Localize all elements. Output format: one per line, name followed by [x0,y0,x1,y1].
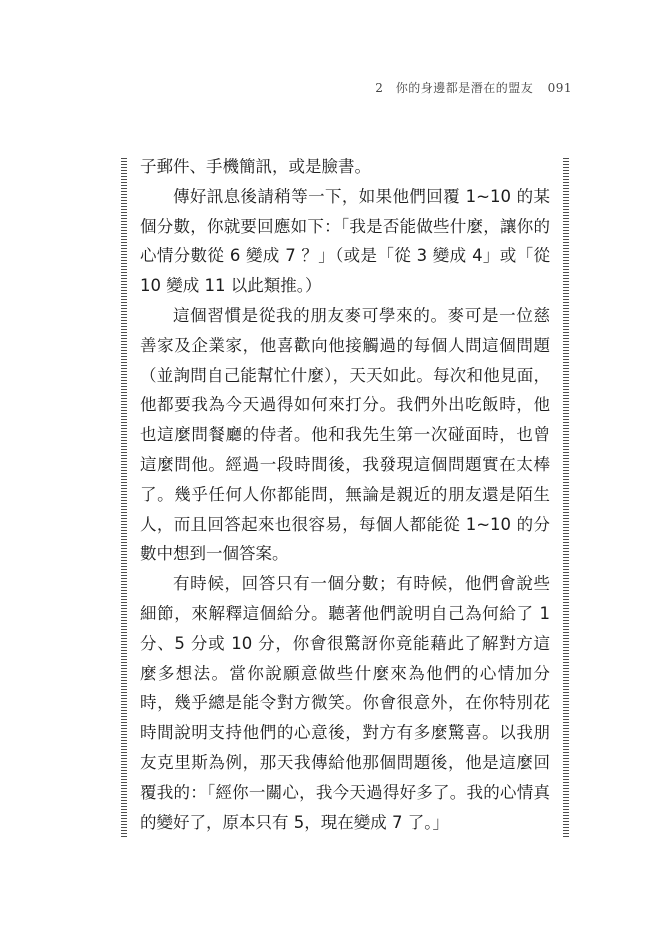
right-margin-rule [563,158,569,838]
left-margin-rule [121,158,127,838]
paragraph: 傳好訊息後請稍等一下，如果他們回覆 1~10 的某個分數，你就要回應如下：「我是否能做些什麼，讓你的心情分數從 6 變成 7 ？」（或是「從 3 變成 4」或「從 10 變成 11 以此類推。） [140,186,550,296]
chapter-title: 你的身邊都是潛在的盟友 [395,81,534,95]
chapter-number: 2 [375,81,384,95]
running-head [375,79,572,96]
body-text [140,152,550,837]
paragraph: 有時候，回答只有一個分數；有時候，他們會說些細節，來解釋這個給分。聽著他們說明自己為何給了 1 分、5 分或 10 分，你會很驚訝你竟能藉此了解對方這麼多想法。當你說願意做些什麼來為他們的心情加分時，幾乎總是能令對方微笑。你會很意外，在你特別花時間說明支持他們的心意後，對方有多麼驚喜。以我朋友克里斯為例，那天我傳給他那個問題後，他是這麼回覆我的：「經你一關心，我今天過得好多了。我的心情真的變好了，原本只有 5，現在變成 7 了。」 [140,574,550,832]
paragraph: 這個習慣是從我的朋友麥可學來的。麥可是一位慈善家及企業家，他喜歡向他接觸過的每個人問這個問題（並詢問自己能幫忙什麼），天天如此。每次和他見面，他都要我為今天過得如何來打分。我們外出吃飯時，他也這麼問餐廳的侍者。他和我先生第一次碰面時，也曾這麼問他。經過一段時間後，我發現這個問題實在太棒了。幾乎任何人你都能問，無論是親近的朋友還是陌生人，而且回答起來也很容易，每個人都能從 1~10 的分數中想到一個答案。 [140,305,550,564]
page-number: 091 [547,81,572,95]
paragraph-continuation: 子郵件、手機簡訊，或是臉書。 [140,157,371,176]
